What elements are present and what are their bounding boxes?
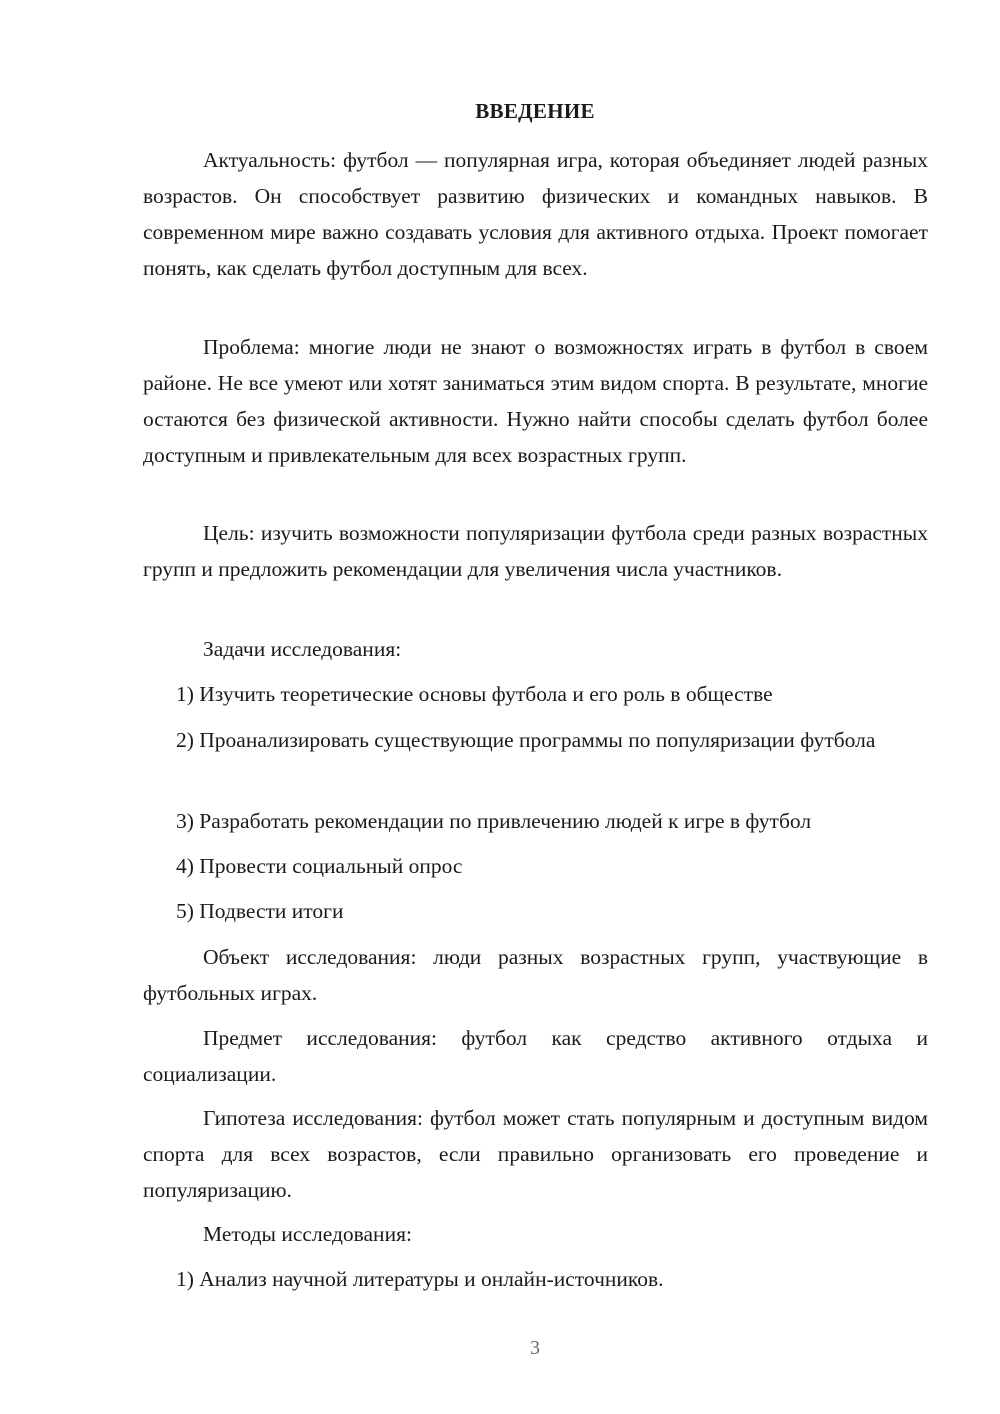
task-item-2: 2) Проанализировать существующие программы по популяризации футбола <box>176 728 876 752</box>
page-heading: ВВЕДЕНИЕ <box>475 99 595 123</box>
subject-paragraph: Предмет исследования: футбол как средство активного отдыха и социализации. <box>143 1026 928 1086</box>
methods-title: Методы исследования: <box>203 1222 412 1246</box>
problem-paragraph: Проблема: многие люди не знают о возможностях играть в футбол в своем районе. Не все умеют или хотят заниматься этим видом спорта. В результате, многие остаются без физической активности. Нужно найти способы сделать футбол более доступным и привлекательным для всех возрастных групп. <box>143 335 928 467</box>
task-item-1: 1) Изучить теоретические основы футбола и его роль в обществе <box>176 682 773 706</box>
hypothesis-paragraph: Гипотеза исследования: футбол может стать популярным и доступным видом спорта для всех возрастов, если правильно организовать его проведение и популяризацию. <box>143 1106 928 1202</box>
task-item-5: 5) Подвести итоги <box>176 899 344 923</box>
task-item-3: 3) Разработать рекомендации по привлечению людей к игре в футбол <box>176 809 812 833</box>
tasks-title: Задачи исследования: <box>203 637 402 661</box>
task-item-4: 4) Провести социальный опрос <box>176 854 463 878</box>
relevance-paragraph: Актуальность: футбол — популярная игра, которая объединяет людей разных возрастов. Он способствует развитию физических и командных навыков. В современном мире важно создавать условия для активного отдыха. Проект помогает понять, как сделать футбол доступным для всех. <box>143 148 928 280</box>
goal-paragraph: Цель: изучить возможности популяризации футбола среди разных возрастных групп и предложить рекомендации для увеличения числа участников. <box>143 521 928 581</box>
method-item-1: 1) Анализ научной литературы и онлайн-источников. <box>176 1267 664 1291</box>
object-paragraph: Объект исследования: люди разных возрастных групп, участвующие в футбольных играх. <box>143 945 928 1005</box>
page-number: 3 <box>530 1337 540 1359</box>
